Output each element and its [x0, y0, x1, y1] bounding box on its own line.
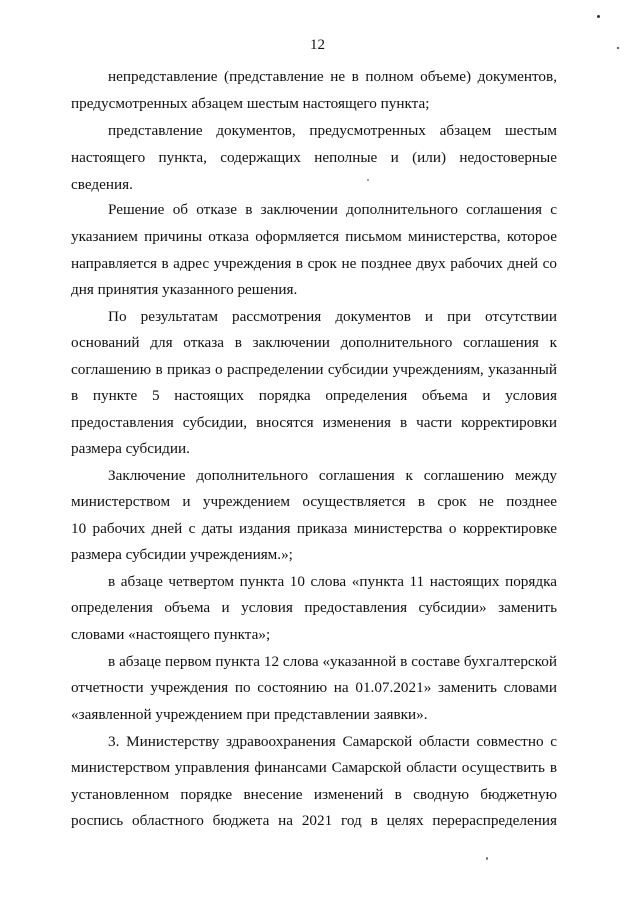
- scan-speck: [486, 857, 488, 860]
- paragraph-1-line-2: предусмотренных абзацем шестым настоящего пункта;: [71, 95, 430, 112]
- paragraph-7-line-1: в абзаце первом пункта 12 слова «указанной в составе бухгалтерской: [108, 653, 557, 670]
- paragraph-2-line-3: сведения.: [71, 176, 133, 193]
- paragraph-4-line-3: соглашению в приказ о распределении субсидии учреждениям, указанный: [71, 361, 557, 378]
- paragraph-3-line-3: направляется в адрес учреждения в срок не позднее двух рабочих дней со: [71, 255, 557, 272]
- paragraph-8-line-4: роспись областного бюджета на 2021 год в целях перераспределения: [71, 812, 557, 829]
- paragraph-5-line-4: размера субсидии учреждениям.»;: [71, 546, 293, 563]
- paragraph-6-line-3: словами «настоящего пункта»;: [71, 626, 271, 643]
- paragraph-7-line-3: «заявленной учреждением при представлении заявки».: [71, 706, 428, 723]
- paragraph-3-line-2: указанием причины отказа оформляется письмом министерства, которое: [71, 228, 557, 245]
- paragraph-1-line-1: непредставление (представление не в полном объеме) документов,: [108, 68, 557, 85]
- scan-speck: [597, 15, 600, 18]
- paragraph-8-line-2: министерством управления финансами Самарской области осуществить в: [71, 759, 557, 776]
- scan-speck: [367, 179, 369, 181]
- paragraph-2-line-2: настоящего пункта, содержащих неполные и (или) недостоверные: [71, 149, 557, 166]
- paragraph-8-line-3: установленном порядке внесение изменений в сводную бюджетную: [71, 786, 557, 803]
- paragraph-4-line-1: По результатам рассмотрения документов и при отсутствии: [108, 308, 557, 325]
- paragraph-4-line-5: предоставления субсидии, вносятся изменения в части корректировки: [71, 414, 557, 431]
- paragraph-4-line-2: оснований для отказа в заключении дополнительного соглашения к: [71, 334, 557, 351]
- paragraph-3-line-1: Решение об отказе в заключении дополнительного соглашения с: [108, 201, 557, 218]
- paragraph-6-line-2: определения объема и условия предоставления субсидии» заменить: [71, 599, 557, 616]
- paragraph-3-line-4: дня принятия указанного решения.: [71, 281, 298, 298]
- paragraph-4-line-4: в пункте 5 настоящих порядка определения объема и условия: [71, 387, 557, 404]
- paragraph-5-line-2: министерством и учреждением осуществляется в срок не позднее: [71, 493, 557, 510]
- paragraph-4-line-6: размера субсидии.: [71, 440, 190, 457]
- page-number: 12: [310, 37, 325, 53]
- scan-speck: [617, 47, 619, 49]
- paragraph-5-line-1: Заключение дополнительного соглашения к соглашению между: [108, 467, 557, 484]
- paragraph-2-line-1: представление документов, предусмотренных абзацем шестым: [108, 122, 557, 139]
- paragraph-5-line-3: 10 рабочих дней с даты издания приказа министерства о корректировке: [71, 520, 557, 537]
- paragraph-7-line-2: отчетности учреждения по состоянию на 01.07.2021» заменить словами: [71, 679, 557, 696]
- paragraph-8-line-1: 3. Министерству здравоохранения Самарской области совместно с: [108, 733, 557, 750]
- paragraph-6-line-1: в абзаце четвертом пункта 10 слова «пункта 11 настоящих порядка: [108, 573, 557, 590]
